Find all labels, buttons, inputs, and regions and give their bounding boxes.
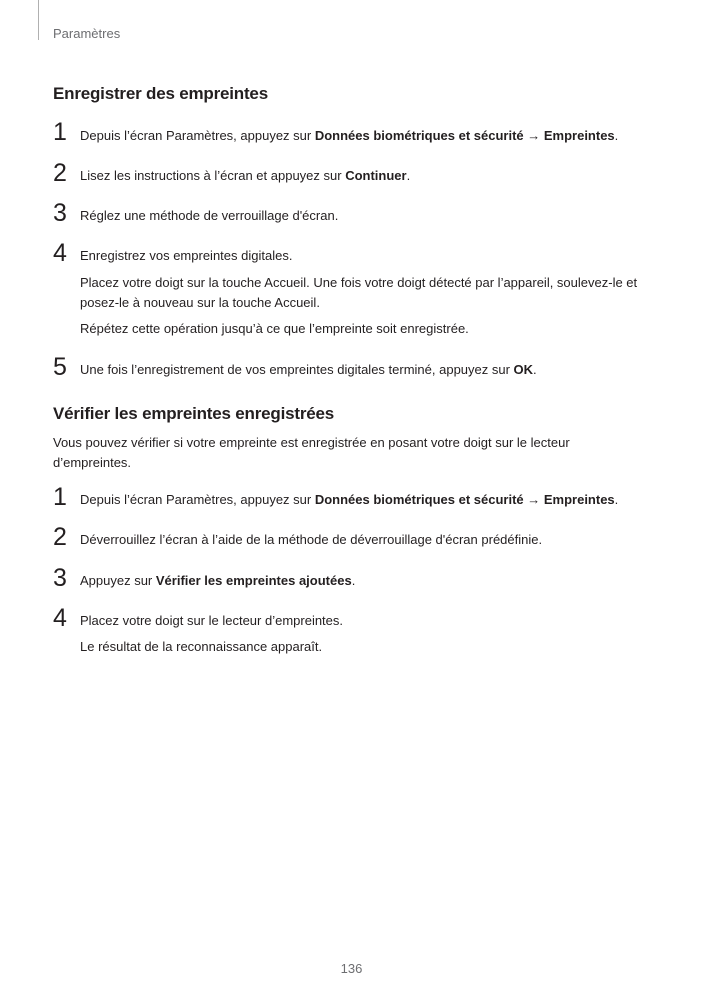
step-number: 2 [53, 159, 67, 187]
menu-path-biometrics: Données biométriques et sécurité [314, 128, 524, 143]
continue-label: Continuer [345, 168, 407, 183]
step-text: Placez votre doigt sur le lecteur d’empreintes. [80, 613, 344, 628]
page-number: 136 [340, 961, 363, 976]
step-text: Lisez les instructions à l’écran et appuyez sur Continuer. [80, 168, 411, 183]
step-text: Depuis l’écran Paramètres, appuyez sur Données biométriques et sécurité → Empreintes. [80, 492, 619, 507]
header-title: Paramètres [53, 26, 121, 41]
step-text: Déverrouillez l’écran à l’aide de la méthode de déverrouillage d'écran prédéfinie. [80, 532, 543, 547]
step-number: 5 [53, 353, 67, 381]
ok-label: OK [513, 362, 534, 377]
step-number: 1 [53, 483, 67, 511]
section-title-verify: Vérifier les empreintes enregistrées [53, 404, 335, 423]
step-text: Une fois l’enregistrement de vos empreintes digitales terminé, appuyez sur OK. [80, 362, 537, 377]
step-detail: Répétez cette opération jusqu’à ce que l’empreinte soit enregistrée. [80, 321, 469, 336]
step-number: 1 [53, 118, 67, 146]
menu-path-biometrics: Données biométriques et sécurité [314, 492, 524, 507]
step-number: 3 [53, 564, 67, 592]
step-text: Réglez une méthode de verrouillage d'écran. [80, 208, 339, 223]
menu-path-fingerprints: Empreintes [543, 492, 615, 507]
section-title-register: Enregistrer des empreintes [53, 84, 268, 103]
step-detail: Placez votre doigt sur la touche Accueil. Une fois votre doigt détecté par l’appareil, soulevez-le et posez-le à nouveau sur la touche Accueil. [80, 275, 638, 310]
verify-fingerprints-label: Vérifier les empreintes ajoutées [155, 573, 352, 588]
header-divider [38, 0, 39, 40]
step-number: 4 [53, 239, 67, 267]
step-text: Appuyez sur Vérifier les empreintes ajoutées. [80, 573, 356, 588]
step-number: 2 [53, 523, 67, 551]
step-number: 4 [53, 604, 67, 632]
step-text: Enregistrez vos empreintes digitales. [80, 248, 293, 263]
step-detail: Le résultat de la reconnaissance apparaît. [80, 639, 323, 654]
menu-path-fingerprints: Empreintes [543, 128, 615, 143]
section-intro: Vous pouvez vérifier si votre empreinte est enregistrée en posant votre doigt sur le lecteur d’empreintes. [53, 435, 570, 470]
step-number: 3 [53, 199, 67, 227]
step-text: Depuis l’écran Paramètres, appuyez sur Données biométriques et sécurité → Empreintes. [80, 128, 619, 143]
